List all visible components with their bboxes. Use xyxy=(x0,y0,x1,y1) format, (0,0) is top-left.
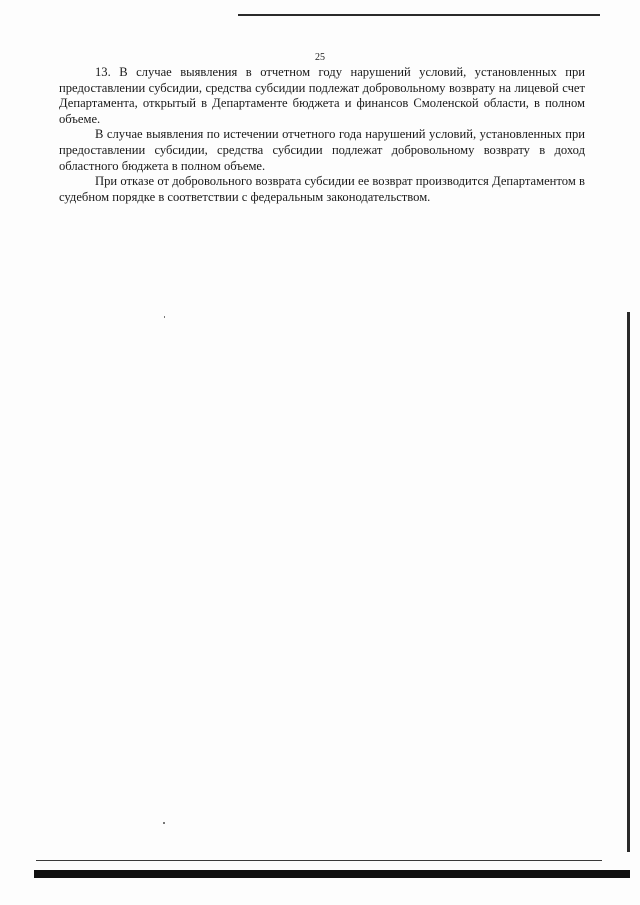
paragraph-refusal: При отказе от добровольного возврата субсидии ее возврат производится Департаментом в судебном порядке в соответствии с федеральным законодательством. xyxy=(59,174,585,204)
paragraph-after-year-end: В случае выявления по истечении отчетного года нарушений условий, установленных при предоставлении субсидии, средства субсидии подлежат добровольному возврату в доход областного бюджета в полном объеме. xyxy=(59,127,585,173)
scan-right-edge-line xyxy=(627,312,630,852)
scan-bottom-edge-line xyxy=(34,870,630,878)
scan-speck xyxy=(164,316,165,318)
paragraph-clause-13: 13. В случае выявления в отчетном году нарушений условий, установленных при предоставлении субсидии, средства субсидии подлежат добровольному возврату на лицевой счет Департамента, открытый в Департаменте бюджета и финансов Смоленской области, в полном объеме. xyxy=(59,65,585,126)
page-number: 25 xyxy=(315,52,325,63)
document-body xyxy=(59,65,585,205)
scan-speck xyxy=(163,822,165,824)
scan-top-edge-line xyxy=(238,14,600,16)
scan-bottom-thin-line xyxy=(36,860,602,861)
